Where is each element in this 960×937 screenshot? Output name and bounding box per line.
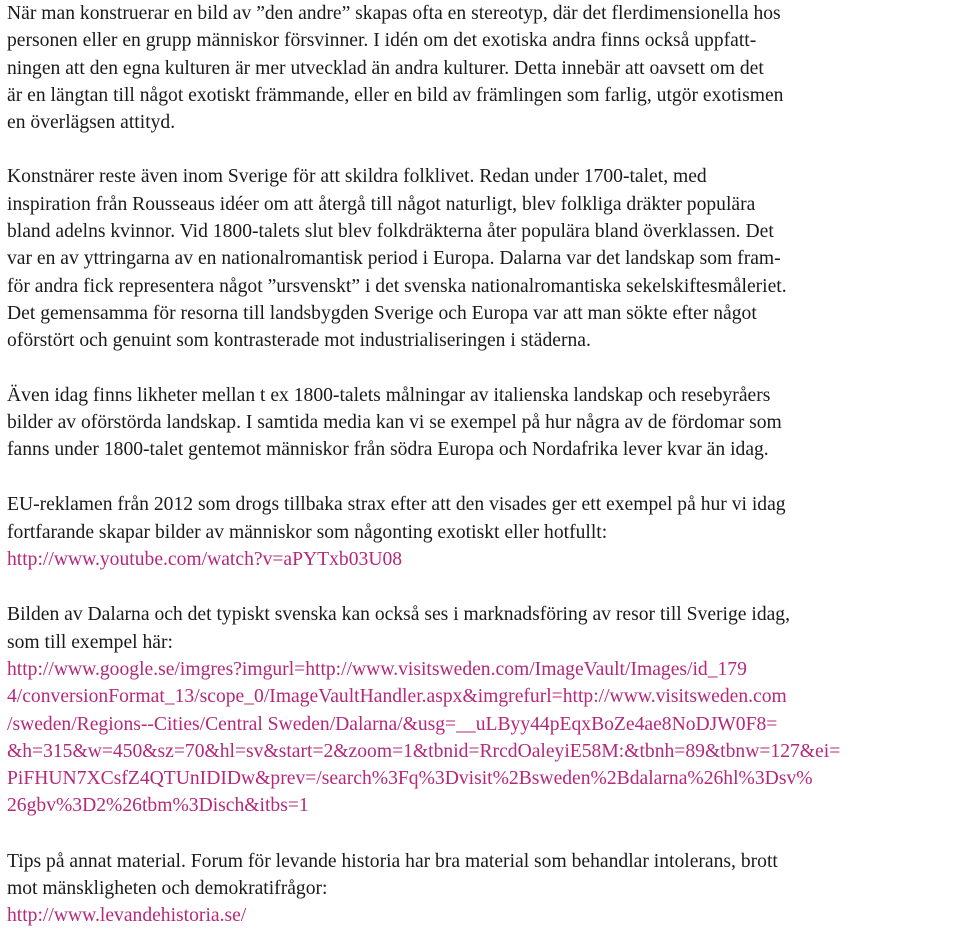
text-line: är en längtan till något exotiskt främmande, eller en bild av främlingen som farlig, utgör exotismen	[7, 84, 784, 106]
paragraph-stereotype	[7, 0, 954, 136]
paragraph-dalarna	[7, 601, 954, 819]
paragraph-tips	[7, 848, 954, 930]
text-line: mot mänskligheten och demokratifrågor:	[7, 878, 328, 900]
text-line: ningen att den egna kulturen är mer utvecklad än andra kulturer. Detta innebär att oavsett om det	[7, 57, 764, 79]
text-line: för andra fick representera något ”ursvenskt” i det svenska nationalromantiska sekelskiftesmåleriet.	[7, 275, 787, 297]
text-line: en överlägsen attityd.	[7, 112, 176, 134]
youtube-link[interactable]: http://www.youtube.com/watch?v=aPYTxb03U08	[7, 549, 403, 571]
text-line: EU-reklamen från 2012 som drogs tillbaka strax efter att den visades ger ett exempel på hur vi idag	[7, 494, 786, 516]
text-line: oförstört och genuint som kontrasterade mot industrialiseringen i städerna.	[7, 330, 591, 352]
text-line: Konstnärer reste även inom Sverige för att skildra folklivet. Redan under 1700-talet, med	[7, 166, 707, 188]
visitsweden-link-line[interactable]: /sweden/Regions--Cities/Central Sweden/Dalarna/&usg=__uLByy44pEqxBoZe4ae8NoDJW0F8=	[7, 713, 778, 735]
visitsweden-link-line[interactable]: 26gbv%3D2%26tbm%3Disch&itbs=1	[7, 795, 309, 817]
visitsweden-link-line[interactable]: PiFHUN7XCsfZ4QTUnIDIDw&prev=/search%3Fq%3Dvisit%2Bsweden%2Bdalarna%26hl%3Dsv%	[7, 768, 813, 790]
text-line: fortfarande skapar bilder av människor som någonting exotiskt eller hotfullt:	[7, 521, 608, 543]
paragraph-folklife	[7, 163, 954, 354]
text-line: När man konstruerar en bild av ”den andre” skapas ofta en stereotyp, där det flerdimensionella hos	[7, 3, 781, 24]
paragraph-similarities	[7, 382, 954, 464]
text-line: bland adelns kvinnor. Vid 1800-talets slut blev folkdräkterna åter populära bland överklassen. Det	[7, 221, 774, 243]
text-line: fanns under 1800-talet gentemot människor från södra Europa och Nordafrika lever kvar än idag.	[7, 439, 769, 461]
text-line: Även idag finns likheter mellan t ex 1800-talets målningar av italienska landskap och resebyråers	[7, 384, 771, 406]
text-line: som till exempel här:	[7, 631, 173, 653]
text-line: personen eller en grupp människor försvinner. I idén om det exotiska andra finns också uppfatt-	[7, 30, 757, 52]
visitsweden-link-line[interactable]: http://www.google.se/imgres?imgurl=http://www.visitsweden.com/ImageVault/Images/id_179	[7, 658, 747, 680]
visitsweden-link-line[interactable]: &h=315&w=450&sz=70&hl=sv&start=2&zoom=1&tbnid=RrcdOaleyiE58M:&tbnh=89&tbnw=127&ei=	[7, 740, 841, 762]
text-line: Det gemensamma för resorna till landsbygden Sverige och Europa var att man sökte efter något	[7, 302, 757, 324]
text-line: inspiration från Rousseaus idéer om att återgå till något naturligt, blev folkliga dräkter populära	[7, 193, 756, 215]
text-line: Bilden av Dalarna och det typiskt svenska kan också ses i marknadsföring av resor till Sverige idag,	[7, 604, 791, 626]
visitsweden-link-line[interactable]: 4/conversionFormat_13/scope_0/ImageVaultHandler.aspx&imgrefurl=http://www.visitsweden.com	[7, 686, 787, 708]
text-line: var en av yttringarna av en nationalromantisk period i Europa. Dalarna var det landskap som fram-	[7, 248, 781, 270]
levandehistoria-link[interactable]: http://www.levandehistoria.se/	[7, 905, 247, 927]
text-line: bilder av oförstörda landskap. I samtida media kan vi se exempel på hur några av de fördomar som	[7, 411, 782, 433]
paragraph-eu-ad	[7, 491, 954, 573]
text-line: Tips på annat material. Forum för levande historia har bra material som behandlar intolerans, brott	[7, 850, 778, 872]
